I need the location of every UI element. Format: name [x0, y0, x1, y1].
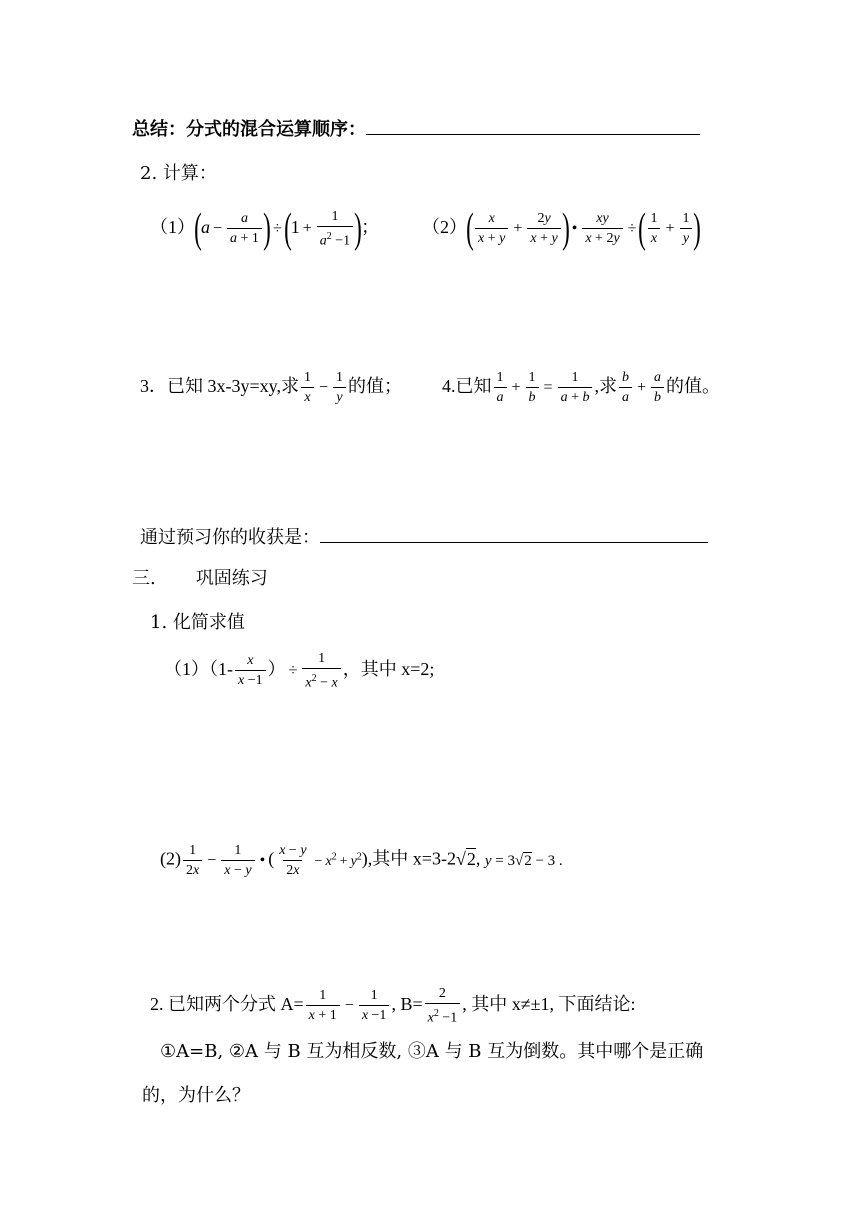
ex1-p2-cond-b: , [475, 848, 481, 869]
ex2-line2-text: ①A=B, ②A 与 B 互为相反数, ③A 与 B 互为倒数。其中哪个是正确 [160, 1041, 704, 1062]
x-squared: $x^2$ [325, 851, 337, 869]
harvest-answer-blank[interactable] [320, 524, 708, 543]
section-3-heading [132, 567, 268, 591]
ex1-p1-close: ） [267, 659, 286, 679]
open-paren: ( [466, 205, 474, 252]
section-3-title: 巩固练习 [195, 568, 268, 589]
divide-op: ÷ [288, 662, 298, 679]
summary-label: 总结：分式的混合运算顺序： [132, 119, 366, 140]
exercise-1-problem-1 [164, 648, 434, 692]
ex1-p2-cond-d: − 3 . [535, 852, 563, 869]
sqrt-2: √2 [455, 848, 476, 869]
calc-problem-1: （1）(a − $\frac{a}{a + 1}$ ) ÷(1 + $\frac{1}{a^2 -1}$ )； [150, 205, 380, 252]
q4-suffix: 的值。 [666, 376, 720, 396]
plus-op: + [339, 853, 348, 869]
plus-op: + [636, 379, 646, 396]
ex2-line1-c: , 其中 x≠±1, 下面结论: [462, 994, 636, 1014]
fraction: $\frac{b}{a}$ [619, 369, 632, 406]
sqrt-2: √2 [514, 852, 532, 869]
var-a: a [201, 217, 210, 237]
dot-op: • [571, 220, 578, 237]
divide-op: ÷ [627, 220, 637, 237]
fraction: $\frac{x - y}{2x}$ [279, 843, 307, 879]
fraction: $\frac{1}{a^2 -1}$ [317, 208, 353, 250]
fraction: $\frac{1}{y}$ [333, 369, 346, 406]
fraction: $\frac{a}{a + 1}$ [227, 210, 262, 247]
q4-middle: ,求 [594, 376, 617, 396]
summary-line [132, 116, 700, 142]
harvest-line [140, 524, 708, 550]
fraction: $\frac{1}{x}$ [647, 210, 660, 247]
minus-op: − [318, 379, 329, 396]
q3-suffix: 的值； [348, 376, 403, 396]
fraction: $\frac{1}{x -1}$ [359, 987, 390, 1024]
ex2-line1-b: , B= [391, 994, 423, 1014]
fraction: $\frac{2}{x^2 -1}$ [425, 985, 461, 1027]
y-squared: $y^2$ [350, 851, 362, 869]
question-3 [140, 366, 402, 408]
ex1-p2-cond-c: = 3 [495, 852, 515, 869]
exercise-1-heading-text: 1. 化简求值 [150, 612, 245, 633]
fraction: $\frac{1}{x - y}$ [221, 842, 254, 879]
fraction: $\frac{xy}{x + 2y}$ [582, 210, 622, 247]
fraction: $\frac{1}{y}$ [679, 210, 692, 247]
fraction: $\frac{1}{2x}$ [183, 842, 202, 879]
plus-op: + [665, 220, 675, 237]
fraction: $\frac{1}{a + b}$ [558, 369, 593, 406]
open-paren: ( [283, 205, 292, 252]
equals-op: = [543, 379, 553, 396]
fraction: $\frac{x}{x + y}$ [475, 210, 508, 247]
ex1-p1-condition: ，其中 x=2; [342, 659, 435, 679]
close-paren: ) [354, 205, 363, 252]
y-value-expression: y = 3√2 − 3 . [485, 853, 563, 869]
ex2-line3-text: 的，为什么？ [142, 1085, 250, 1106]
exercise-2-line-3 [142, 1084, 250, 1108]
semicolon: ； [361, 217, 380, 237]
dot-op: • [259, 851, 266, 869]
ex1-p2-cond-a: ,其中 x=3-2 [367, 848, 456, 869]
minus-op: − [314, 853, 323, 869]
close-paren: ) [263, 205, 271, 252]
harvest-label: 通过预习你的收获是： [140, 527, 320, 548]
section-3-number: 三. [132, 568, 156, 589]
minus-op: − [213, 220, 223, 237]
fraction: $\frac{1}{x + 1}$ [306, 987, 340, 1024]
fraction: $\frac{1}{x}$ [301, 369, 314, 406]
plus-op: + [302, 220, 312, 237]
close-paren: ) [561, 205, 570, 252]
fraction: $\frac{1}{x^2 - x}$ [302, 650, 340, 692]
open-paren: ( [194, 205, 202, 252]
exercise-1-heading [150, 611, 245, 635]
q4-prefix: 4.已知 [442, 376, 492, 396]
open-paren: ( [638, 205, 647, 252]
question-4 [442, 366, 720, 408]
exercise-2-line-1 [150, 982, 636, 1028]
exercise-1-problem-2: (2) $\frac{1}{2x}$ − $\frac{1}{x - y}$ • ( $\frac{x - y}{2x}$ − $x^2 + y^2$),其中 x=3-2√2, y = 3√2 − 3 . [160, 836, 563, 883]
calc-p1-label: （1） [150, 217, 195, 237]
ex1-p2-label: (2) [160, 848, 181, 869]
ex1-p1-label: （1）（1- [164, 659, 233, 679]
plus-op: + [513, 220, 523, 237]
calc-problem-2 [422, 204, 700, 252]
fraction: $\frac{1}{b}$ [526, 369, 539, 406]
q3-prefix: 3．已知 3x-3y=xy,求 [140, 376, 299, 396]
exercise-2-line-2 [160, 1040, 703, 1064]
summary-answer-blank[interactable] [366, 116, 700, 135]
fraction: $\frac{1}{a}$ [494, 369, 507, 406]
calc-p2-label: （2） [422, 217, 467, 237]
calc-heading [140, 162, 217, 186]
fraction: $\frac{x}{x -1}$ [235, 652, 266, 689]
fraction: $\frac{2y}{x + y}$ [527, 210, 560, 247]
ex2-line1-a: 2. 已知两个分式 A= [150, 994, 304, 1014]
close-paren: ) [693, 205, 702, 252]
minus-op: − [344, 997, 354, 1014]
calc-heading-text: 2. 计算： [140, 163, 217, 184]
minus-op: − [207, 851, 217, 869]
divide-op: ÷ [272, 220, 282, 237]
fraction: $\frac{a}{b}$ [651, 369, 664, 406]
plus-op: + [511, 379, 521, 396]
